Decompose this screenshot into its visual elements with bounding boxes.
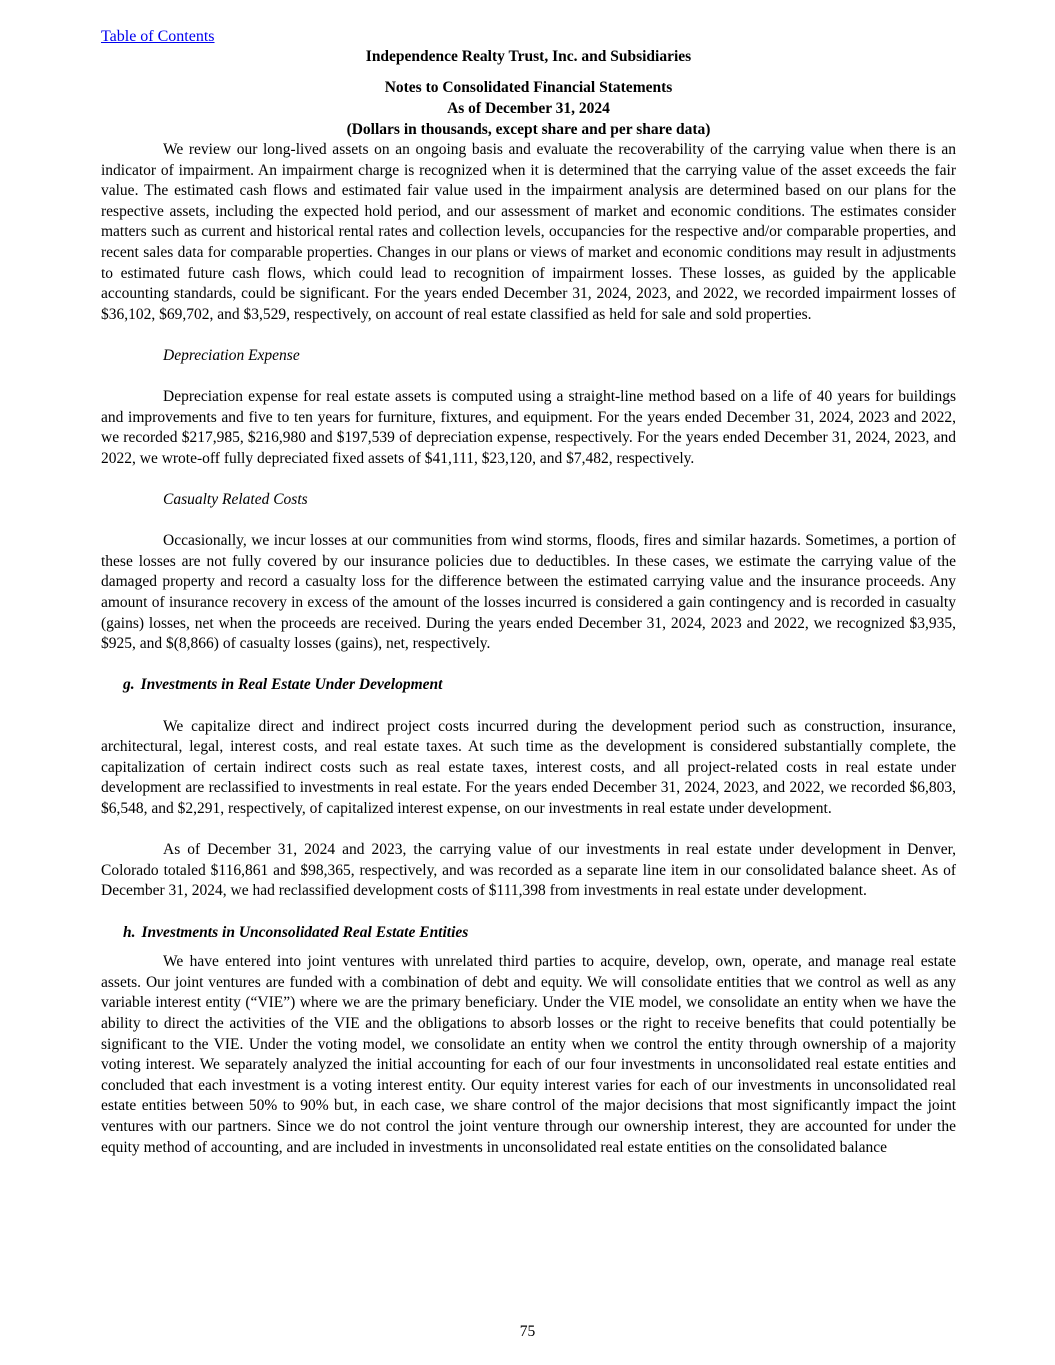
statement-title: Notes to Consolidated Financial Statements [384,79,673,96]
section-g-heading [101,675,956,696]
section-h-letter: h. [123,923,136,941]
casualty-paragraph: Occasionally, we incur losses at our communities from wind storms, floods, fires and similar hazards. Sometimes, a portion of these losses are not fully covered by our insurance policies due to deductibles. In these cases, we estimate the carrying value of the damaged property and record a casualty loss for the difference between the estimated carrying value and the insurance proceeds. Any amount of insurance recovery in excess of the amount of the losses incurred is considered a gain contingency and is recorded in casualty (gains) losses, net when the proceeds are received. During the years ended December 31, 2024, 2023 and 2022, we recognized $3,935, $925, and $(8,866) of casualty losses (gains), net, respectively. [101,532,956,653]
page-header [101,46,956,140]
section-h-title: Investments in Unconsolidated Real Estate Entities [141,923,469,941]
page-number: 75 [519,1323,536,1340]
casualty-subheading: Casualty Related Costs [163,491,308,509]
section-g-letter: g. [123,676,135,694]
unconsolidated-paragraph: We have entered into joint ventures with unrelated third parties to acquire, develop, own, operate, and manage real estate assets. Our joint ventures are funded with a combination of debt and equity. We will consolidate entities that we control as well as any variable interest entity (“VIE”) where we are the primary beneficiary. Under the VIE model, we consolidate an entity when we have the ability to direct the activities of the VIE and the obligations to absorb losses or the right to receive benefits that could potentially be significant to the VIE. Under the voting model, we consolidate an entity when we control the entity through ownership of a majority voting interest. We separately analyzed the initial accounting for each of our four investments in unconsolidated real estate entities and concluded that each investment is a voting interest entity. Our equity interest varies for each of our investments in unconsolidated real estate entities between 50% to 90% but, in each case, we share control of the major decisions that most significantly impact the joint ventures with our partners. Since we do not control the joint venture through our ownership interest, they are accounted for under the equity method of accounting, and are included in investments in unconsolidated real estate entities on the consolidated balance [101,953,956,1156]
section-h-heading [101,923,956,944]
section-g-title: Investments in Real Estate Under Development [140,676,443,694]
impairment-paragraph: We review our long-lived assets on an ongoing basis and evaluate the recoverability of the carrying value when there is an indicator of impairment. An impairment charge is recognized when it is determined that the carrying value of the asset exceeds the fair value. The estimated cash flows and estimated fair value used in the impairment analysis are determined based on our plans for the respective assets, including the expected hold period, and our assessment of market and economic conditions. The estimates consider matters such as current and historical rental rates and collection levels, occupancies for the respective and/or comparable properties, and recent sales data for comparable properties. Changes in our plans or views of market and economic conditions may result in adjustments to estimated future cash flows, which could lead to recognition of impairment losses. These losses, as guided by the applicable accounting standards, could be significant. For the years ended December 31, 2024, 2023, and 2022, we recorded impairment losses of $36,102, $69,702, and $3,529, respectively, on account of real estate classified as held for sale and sold properties. [101,141,956,323]
statement-date: As of December 31, 2024 [447,100,610,117]
company-name: Independence Realty Trust, Inc. and Subsidiaries [365,48,692,65]
document-page [101,26,956,1158]
development-paragraph-1: We capitalize direct and indirect project costs incurred during the development period such as construction, insurance, architectural, legal, interest costs, and real estate taxes. At such time as the development is considered substantially complete, the capitalization of certain indirect costs such as real estate taxes, interest costs, and all project-related costs in real estate under development are reclassified to investments in real estate. For the years ended December 31, 2024, 2023, and 2022, we recorded $6,803, $6,548, and $2,291, respectively, of capitalized interest expense, on our investments in real estate under development. [101,717,956,817]
depreciation-paragraph: Depreciation expense for real estate assets is computed using a straight-line method based on a life of 40 years for buildings and improvements and five to ten years for furniture, fixtures, and equipment. For the years ended December 31, 2024, 2023 and 2022, we recorded $217,985, $216,980 and $197,539 of depreciation expense, respectively. For the years ended December 31, 2024, 2023, and 2022, we wrote-off fully depreciated fixed assets of $41,111, $23,120, and $7,482, respectively. [101,388,956,467]
units-note: (Dollars in thousands, except share and per share data) [346,121,711,138]
depreciation-subheading: Depreciation Expense [163,346,300,364]
table-of-contents-link[interactable]: Table of Contents [101,28,215,45]
development-paragraph-2: As of December 31, 2024 and 2023, the carrying value of our investments in real estate under development in Denver, Colorado totaled $116,861 and $98,365, respectively, and was recorded as a separate line item in our consolidated balance sheet. As of December 31, 2024, we had reclassified development costs of $111,398 from investments in real estate under development. [101,841,956,900]
